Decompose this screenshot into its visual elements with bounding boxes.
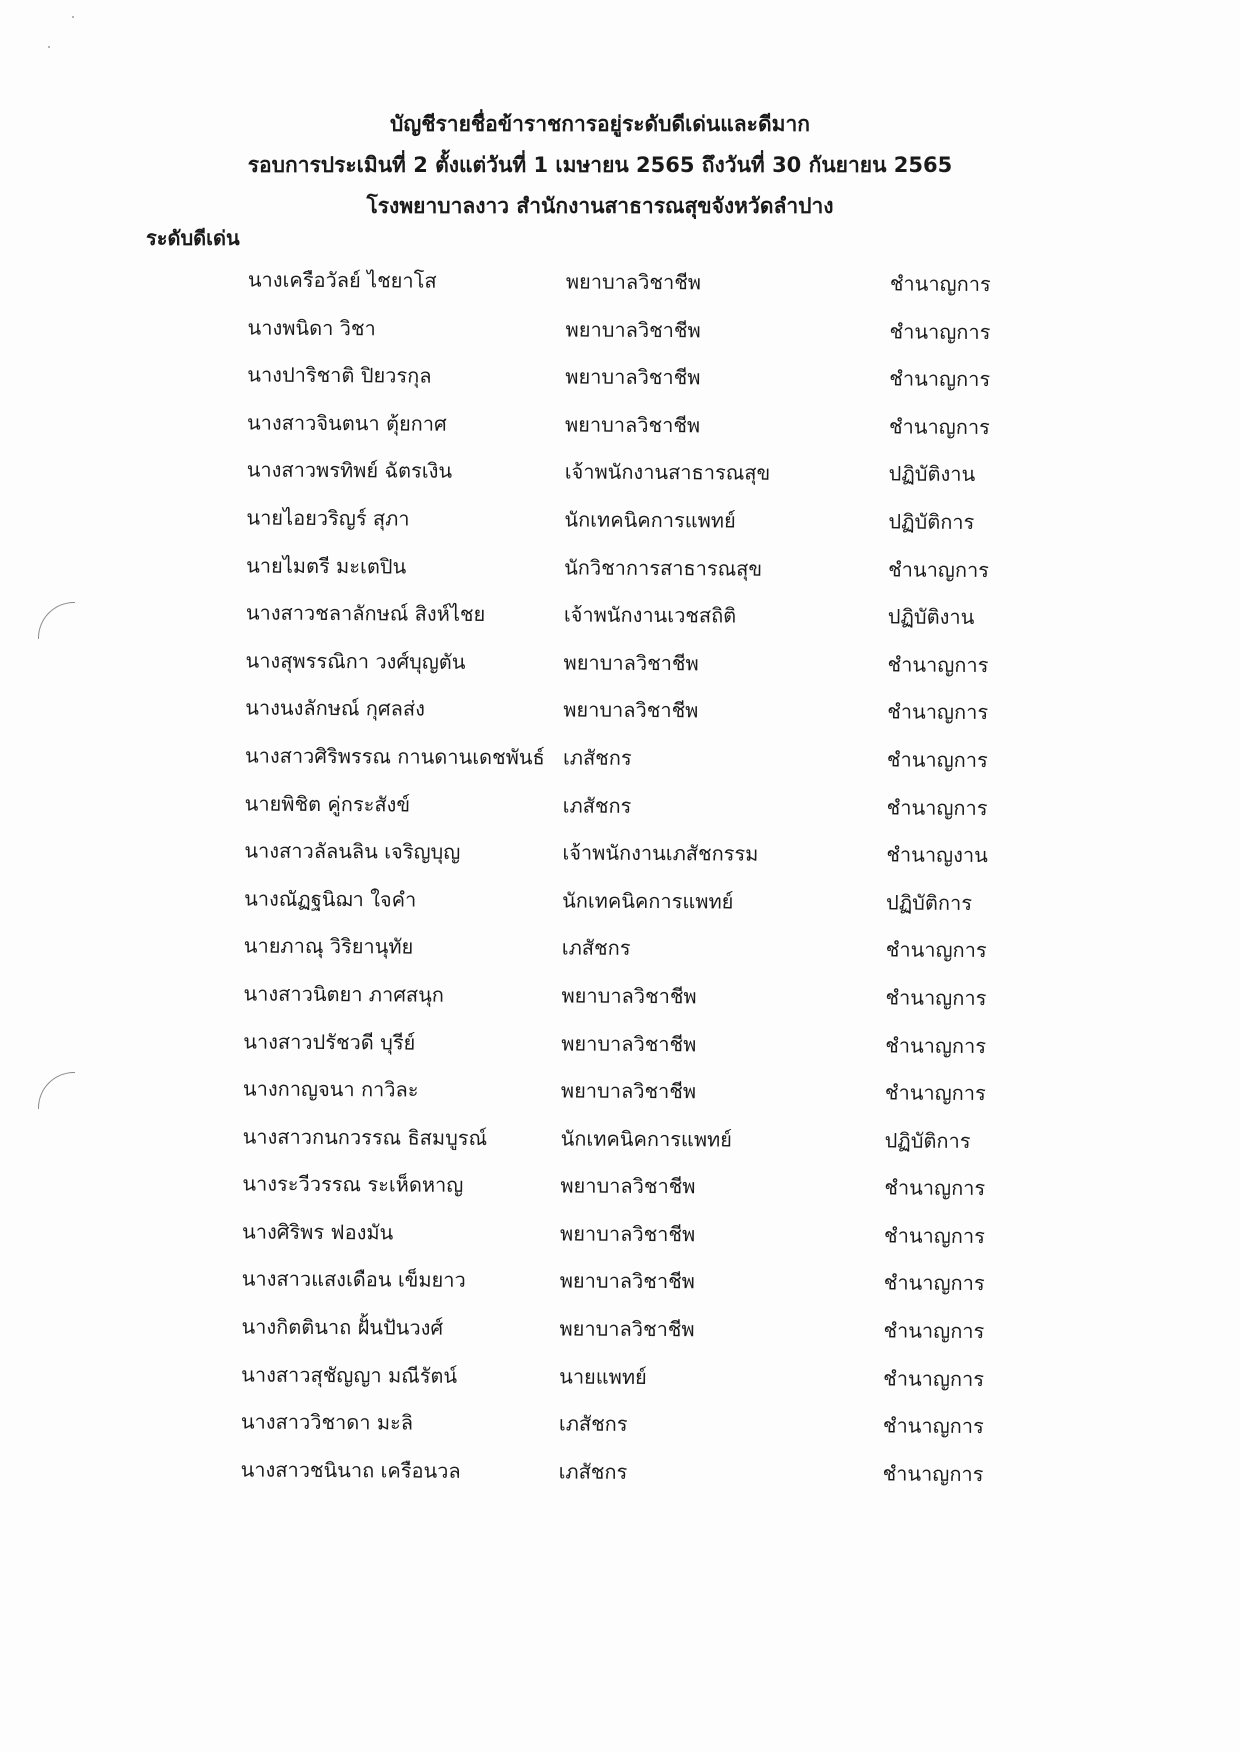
staff-position: พยาบาลวิชาชีพ bbox=[560, 1173, 696, 1199]
staff-name: นางสาวชนินาถ เครือนวล bbox=[240, 1457, 461, 1483]
staff-position: พยาบาลวิชาชีพ bbox=[561, 1030, 697, 1056]
staff-position: เภสัชกร bbox=[558, 1411, 628, 1437]
staff-position: นักเทคนิคการแพทย์ bbox=[562, 888, 734, 914]
staff-name: นางเครือวัลย์ ไชยาโส bbox=[247, 267, 437, 293]
staff-position: พยาบาลวิชาชีพ bbox=[565, 317, 701, 342]
table-row bbox=[0, 548, 1238, 603]
staff-position: พยาบาลวิชาชีพ bbox=[565, 269, 702, 295]
table-row bbox=[0, 1452, 1233, 1507]
table-row bbox=[0, 928, 1236, 983]
staff-position: นายแพทย์ bbox=[559, 1364, 647, 1389]
staff-level: ชำนาญการ bbox=[885, 985, 987, 1010]
title-line-3: โรงพยาบาลงาว สำนักงานสาธารณสุขจังหวัดลำปาง bbox=[366, 194, 834, 218]
staff-name: นางสาวนิตยา ภาศสนุก bbox=[243, 981, 445, 1007]
staff-name: นางสาวศิริพรรณ กานดานเดชพันธ์ bbox=[244, 743, 545, 770]
staff-position: นักเทคนิคการแพทย์ bbox=[560, 1126, 733, 1152]
table-row bbox=[0, 595, 1238, 650]
staff-position: เภสัชกร bbox=[562, 745, 632, 770]
staff-position: พยาบาลวิชาชีพ bbox=[560, 1078, 697, 1104]
staff-level: ชำนาญการ bbox=[889, 366, 991, 392]
staff-level: ชำนาญการ bbox=[887, 699, 989, 725]
staff-position: นักเทคนิคการแพทย์ bbox=[564, 507, 736, 533]
table-row bbox=[0, 881, 1236, 936]
staff-level: ชำนาญการ bbox=[884, 1175, 986, 1201]
staff-level: ชำนาญการ bbox=[888, 556, 990, 582]
staff-level: ชำนาญการ bbox=[886, 747, 988, 772]
staff-name: นางสาวชลาลักษณ์ สิงห์ไชย bbox=[245, 600, 486, 627]
staff-level: ชำนาญงาน bbox=[886, 842, 988, 868]
staff-level: ปฏิบัติงาน bbox=[888, 461, 976, 487]
table-row bbox=[0, 1357, 1233, 1412]
staff-name: นางกิตตินาถ ฝั้นปันวงศ์ bbox=[241, 1314, 444, 1340]
staff-list bbox=[0, 262, 1240, 1507]
table-row bbox=[0, 500, 1239, 555]
section-heading: ระดับดีเด่น bbox=[146, 226, 240, 250]
staff-name: นางสุพรรณิกา วงศ์บุญตัน bbox=[245, 648, 466, 674]
staff-name: นายพิชิต คู่กระสังข์ bbox=[244, 791, 411, 817]
staff-position: พยาบาลวิชาชีพ bbox=[559, 1268, 695, 1294]
staff-position: พยาบาลวิชาชีพ bbox=[561, 983, 697, 1009]
table-row bbox=[0, 1119, 1235, 1174]
table-row bbox=[0, 690, 1237, 745]
table-row bbox=[0, 1261, 1234, 1316]
staff-level: ชำนาญการ bbox=[883, 1366, 985, 1391]
staff-name: นายไมตรี มะเตปิน bbox=[246, 553, 407, 579]
staff-position: เภสัชกร bbox=[561, 935, 631, 961]
staff-level: ชำนาญการ bbox=[889, 319, 991, 344]
table-row bbox=[0, 1309, 1234, 1364]
title-line-2: รอบการประเมินที่ 2 ตั้งแต่วันที่ 1 เมษายน 2565 ถึงวันที่ 30 กันยายน 2565 bbox=[247, 153, 953, 177]
table-row bbox=[0, 738, 1237, 793]
staff-name: นางศิริพร ฟองมัน bbox=[242, 1219, 394, 1245]
staff-position: พยาบาลวิชาชีพ bbox=[564, 412, 701, 438]
staff-position: เภสัชกร bbox=[558, 1459, 628, 1484]
staff-level: ชำนาญการ bbox=[883, 1270, 985, 1296]
staff-name: นางสาวจินตนา ตุ้ยกาศ bbox=[246, 410, 447, 436]
table-row bbox=[0, 1071, 1235, 1126]
scan-speck bbox=[48, 46, 50, 48]
staff-level: ชำนาญการ bbox=[885, 1032, 987, 1058]
staff-level: ชำนาญการ bbox=[888, 414, 990, 439]
staff-position: เภสัชกร bbox=[562, 792, 632, 818]
staff-level: ปฏิบัติการ bbox=[884, 1128, 971, 1153]
staff-name: นางปาริชาติ ปิยวรกุล bbox=[247, 362, 432, 388]
table-row bbox=[0, 405, 1239, 460]
staff-position: พยาบาลวิชาชีพ bbox=[563, 697, 699, 723]
staff-name: นางสาวพรทิพย์ ฉัตรเงิน bbox=[246, 457, 453, 484]
staff-name: นายไอยวริญร์ สุภา bbox=[246, 505, 410, 531]
table-row bbox=[0, 833, 1236, 888]
table-row bbox=[0, 1166, 1234, 1221]
staff-position: เจ้าพนักงานเวชสถิติ bbox=[563, 602, 737, 628]
staff-name: นางสาวสุชัญญา มณีรัตน์ bbox=[241, 1362, 458, 1388]
table-row bbox=[0, 643, 1238, 698]
staff-position: เจ้าพนักงานเภสัชกรรม bbox=[562, 840, 759, 866]
staff-level: ปฏิบัติการ bbox=[886, 890, 973, 915]
staff-name: นางสาวลัลนลิน เจริญบุญ bbox=[244, 838, 461, 864]
staff-name: นางสาวกนกวรรณ ธิสมบูรณ์ bbox=[242, 1124, 488, 1150]
scan-speck bbox=[72, 16, 74, 18]
title-line-1: บัญชีรายชื่อข้าราชการอยู่ระดับดีเด่นและดีมาก bbox=[390, 112, 810, 136]
staff-level: ชำนาญการ bbox=[883, 1223, 985, 1248]
staff-name: นางระวีวรรณ ระเห็ดหาญ bbox=[242, 1171, 464, 1198]
staff-position: พยาบาลวิชาชีพ bbox=[565, 364, 701, 390]
table-row bbox=[0, 452, 1239, 507]
staff-level: ชำนาญการ bbox=[885, 937, 987, 963]
staff-level: ชำนาญการ bbox=[883, 1318, 985, 1344]
staff-name: นางสาวแสงเดือน เข็มยาว bbox=[241, 1266, 466, 1293]
table-row bbox=[0, 310, 1240, 365]
staff-position: พยาบาลวิชาชีพ bbox=[559, 1316, 695, 1342]
staff-level: ชำนาญการ bbox=[887, 652, 989, 677]
staff-level: ชำนาญการ bbox=[884, 1080, 986, 1106]
staff-level: ปฏิบัติการ bbox=[888, 509, 975, 534]
staff-name: นางพนิดา วิชา bbox=[247, 315, 376, 340]
table-row bbox=[0, 786, 1237, 841]
table-row bbox=[0, 976, 1236, 1031]
staff-position: นักวิชาการสาธารณสุข bbox=[564, 555, 763, 581]
staff-name: นางนงลักษณ์ กุศลส่ง bbox=[245, 695, 425, 721]
document-title bbox=[0, 104, 1200, 227]
staff-name: นางกาญจนา กาวิละ bbox=[242, 1076, 419, 1102]
staff-name: นางสาวปรัชวดี บุรีย์ bbox=[243, 1029, 416, 1055]
staff-name: นางณัฏฐนิฌา ใจคำ bbox=[244, 886, 417, 912]
staff-level: ปฏิบัติงาน bbox=[887, 604, 975, 630]
table-row bbox=[0, 1023, 1235, 1078]
staff-level: ชำนาญการ bbox=[886, 794, 988, 820]
staff-name: นายภาณุ วิริยานุทัย bbox=[243, 933, 414, 959]
staff-level: ชำนาญการ bbox=[889, 271, 991, 297]
table-row bbox=[0, 357, 1239, 412]
table-row bbox=[0, 262, 1240, 317]
table-row bbox=[0, 1214, 1234, 1269]
table-row bbox=[0, 1404, 1233, 1459]
staff-level: ชำนาญการ bbox=[882, 1413, 984, 1439]
staff-position: พยาบาลวิชาชีพ bbox=[560, 1221, 696, 1247]
staff-level: ชำนาญการ bbox=[882, 1461, 984, 1486]
staff-name: นางสาววิชาดา มะลิ bbox=[240, 1409, 414, 1435]
staff-position: พยาบาลวิชาชีพ bbox=[563, 650, 699, 676]
staff-position: เจ้าพนักงานสาธารณสุข bbox=[564, 459, 771, 486]
